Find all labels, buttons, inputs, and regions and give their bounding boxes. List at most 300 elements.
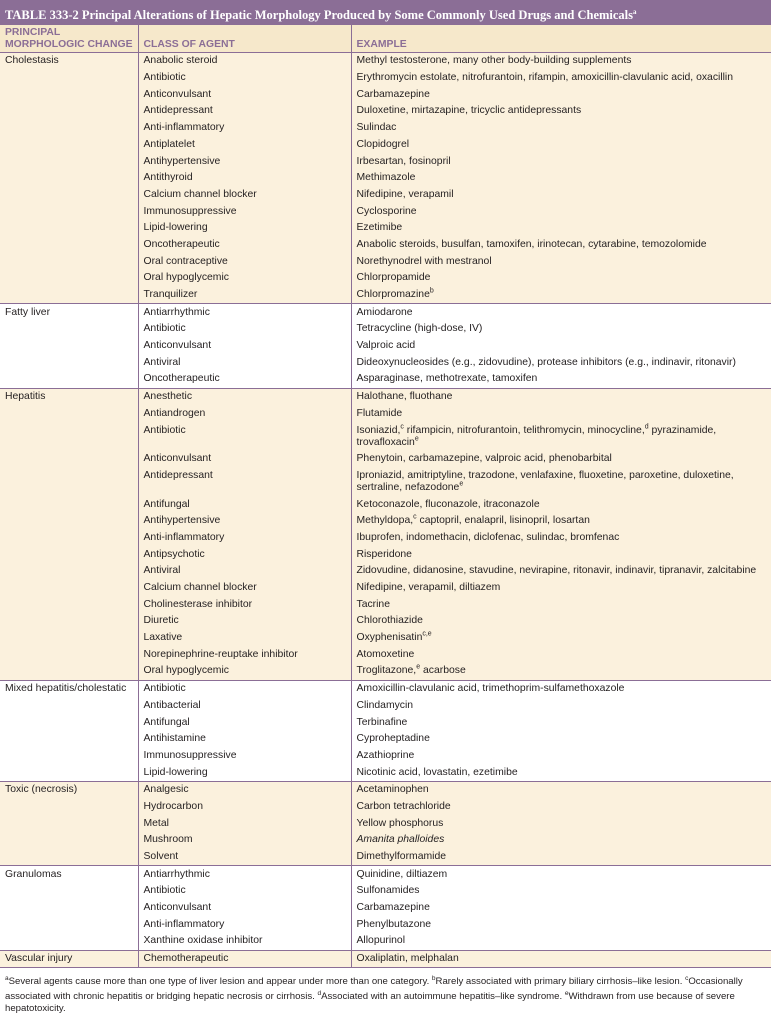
example-cell bbox=[351, 53, 771, 70]
table-group bbox=[0, 388, 771, 680]
class-of-agent-cell: Anabolic steroid bbox=[138, 53, 351, 70]
class-of-agent-cell: Antiarrhythmic bbox=[138, 866, 351, 883]
morphologic-change-cell bbox=[0, 136, 138, 153]
table-row bbox=[0, 933, 771, 950]
morphologic-change-cell bbox=[0, 950, 138, 968]
example-text: Amiodarone bbox=[356, 306, 413, 318]
example-text: Iproniazid, amitriptyline, trazodone, venlafaxine, fluoxetine, paroxetine, duloxetine, sertraline, nefazodone bbox=[356, 469, 734, 493]
example-text: Acetaminophen bbox=[356, 784, 429, 796]
example-cell bbox=[351, 203, 771, 220]
footnote-text: Associated with an autoimmune hepatitis–like syndrome. bbox=[321, 991, 565, 1003]
footnotes bbox=[0, 968, 771, 1014]
example-text: Anabolic steroids, busulfan, tamoxifen, irinotecan, cytarabine, temozolomide bbox=[356, 238, 707, 250]
footnote-mark: c bbox=[685, 975, 689, 983]
example-text: Nicotinic acid, lovastatin, ezetimibe bbox=[356, 766, 518, 778]
morphologic-change-cell bbox=[0, 371, 138, 388]
class-of-agent-cell: Antiarrhythmic bbox=[138, 304, 351, 321]
example-cell bbox=[351, 304, 771, 321]
class-of-agent-cell: Cholinesterase inhibitor bbox=[138, 596, 351, 613]
example-text: Oxyphenisatin bbox=[356, 632, 423, 644]
table-row bbox=[0, 883, 771, 900]
example-cell bbox=[351, 270, 771, 287]
example-text: Sulfonamides bbox=[356, 885, 420, 897]
table-group bbox=[0, 53, 771, 304]
class-of-agent-cell: Anticonvulsant bbox=[138, 86, 351, 103]
table-row bbox=[0, 253, 771, 270]
drug-hepatic-morphology-table bbox=[0, 25, 771, 968]
example-text: Methimazole bbox=[356, 172, 416, 184]
class-of-agent-cell: Antibiotic bbox=[138, 422, 351, 451]
example-text: Phenytoin, carbamazepine, valproic acid, phenobarbital bbox=[356, 453, 612, 465]
morphologic-change-cell bbox=[0, 304, 138, 321]
table-row bbox=[0, 781, 771, 798]
example-text: pyrazinamide, trovafloxacin bbox=[356, 424, 717, 448]
class-of-agent-cell: Calcium channel blocker bbox=[138, 580, 351, 597]
example-text: Phenylbutazone bbox=[356, 918, 432, 930]
morphologic-change-cell bbox=[0, 253, 138, 270]
example-text: Irbesartan, fosinopril bbox=[356, 155, 451, 167]
morphologic-change-cell bbox=[0, 563, 138, 580]
example-cell bbox=[351, 103, 771, 120]
table-row bbox=[0, 680, 771, 697]
morphologic-change-cell bbox=[0, 646, 138, 663]
example-cell bbox=[351, 731, 771, 748]
table-row bbox=[0, 613, 771, 630]
example-text: Halothane, fluothane bbox=[356, 391, 453, 403]
class-of-agent-cell: Antihypertensive bbox=[138, 153, 351, 170]
example-cell bbox=[351, 764, 771, 781]
example-text: Dideoxynucleosides (e.g., zidovudine), protease inhibitors (e.g., indinavir, ritonavir) bbox=[356, 356, 736, 368]
example-text: Allopurinol bbox=[356, 935, 406, 947]
table-row bbox=[0, 187, 771, 204]
table-row bbox=[0, 371, 771, 388]
example-cell bbox=[351, 237, 771, 254]
morphologic-change-cell bbox=[0, 187, 138, 204]
example-cell bbox=[351, 680, 771, 697]
class-of-agent-cell: Anticonvulsant bbox=[138, 338, 351, 355]
class-of-agent-cell: Immunosuppressive bbox=[138, 748, 351, 765]
table-row bbox=[0, 530, 771, 547]
table-group bbox=[0, 781, 771, 865]
class-of-agent-cell: Norepinephrine-reuptake inhibitor bbox=[138, 646, 351, 663]
class-of-agent-cell: Oncotherapeutic bbox=[138, 237, 351, 254]
morphologic-change-cell bbox=[0, 170, 138, 187]
table-row bbox=[0, 338, 771, 355]
class-of-agent-cell: Antihistamine bbox=[138, 731, 351, 748]
example-cell bbox=[351, 916, 771, 933]
morphologic-change-cell bbox=[0, 580, 138, 597]
example-text: Azathioprine bbox=[356, 749, 415, 761]
example-text: Asparaginase, methotrexate, tamoxifen bbox=[356, 373, 538, 385]
example-cell bbox=[351, 187, 771, 204]
class-of-agent-cell: Anti-inflammatory bbox=[138, 916, 351, 933]
footnote-mark: c bbox=[400, 423, 404, 431]
table-row bbox=[0, 748, 771, 765]
example-cell bbox=[351, 530, 771, 547]
morphologic-change-cell bbox=[0, 270, 138, 287]
class-of-agent-cell: Anticonvulsant bbox=[138, 900, 351, 917]
table-row bbox=[0, 170, 771, 187]
table-row bbox=[0, 799, 771, 816]
class-of-agent-cell: Antiviral bbox=[138, 563, 351, 580]
morphologic-change-cell bbox=[0, 120, 138, 137]
morphologic-change-cell bbox=[0, 748, 138, 765]
class-of-agent-cell: Xanthine oxidase inhibitor bbox=[138, 933, 351, 950]
morphologic-change-cell bbox=[0, 866, 138, 883]
example-text: Chlorpropamide bbox=[356, 272, 431, 284]
class-of-agent-cell: Lipid-lowering bbox=[138, 220, 351, 237]
example-cell bbox=[351, 468, 771, 497]
table-row bbox=[0, 596, 771, 613]
morphologic-change-cell bbox=[0, 781, 138, 798]
footnote-mark: b bbox=[431, 975, 436, 983]
example-cell bbox=[351, 338, 771, 355]
example-cell bbox=[351, 815, 771, 832]
table-row bbox=[0, 287, 771, 304]
morphologic-change-cell bbox=[0, 714, 138, 731]
table-title: TABLE 333-2 Principal Alterations of Hepatic Morphology Produced by Some Commonly Used Drugs and Chemicals bbox=[5, 8, 634, 23]
morphologic-change-cell bbox=[0, 663, 138, 680]
example-text: Sulindac bbox=[356, 122, 397, 134]
class-of-agent-cell: Antidepressant bbox=[138, 103, 351, 120]
morphologic-change-cell bbox=[0, 405, 138, 422]
table-row bbox=[0, 53, 771, 70]
footnote-mark: d bbox=[317, 990, 322, 998]
table-row bbox=[0, 203, 771, 220]
table-row bbox=[0, 663, 771, 680]
table-group bbox=[0, 866, 771, 950]
class-of-agent-cell: Mushroom bbox=[138, 832, 351, 849]
example-text: Clindamycin bbox=[356, 699, 414, 711]
table-header bbox=[0, 25, 771, 53]
example-cell bbox=[351, 714, 771, 731]
table-row bbox=[0, 866, 771, 883]
table-row bbox=[0, 405, 771, 422]
class-of-agent-cell: Anti-inflammatory bbox=[138, 120, 351, 137]
footnote-mark: e bbox=[416, 663, 421, 671]
example-cell bbox=[351, 496, 771, 513]
table-row bbox=[0, 422, 771, 451]
example-text: Chlorpromazine bbox=[356, 289, 430, 301]
example-text: Valproic acid bbox=[356, 340, 416, 352]
morphologic-change-cell bbox=[0, 321, 138, 338]
example-text: Amanita phalloides bbox=[356, 834, 445, 846]
table-row bbox=[0, 646, 771, 663]
table-row bbox=[0, 70, 771, 87]
morphologic-change-label: Cholestasis bbox=[5, 55, 59, 67]
class-of-agent-cell: Antifungal bbox=[138, 714, 351, 731]
class-of-agent-cell: Antiplatelet bbox=[138, 136, 351, 153]
morphologic-change-cell bbox=[0, 530, 138, 547]
table-row bbox=[0, 120, 771, 137]
class-of-agent-cell: Anesthetic bbox=[138, 388, 351, 405]
class-of-agent-cell: Antibacterial bbox=[138, 697, 351, 714]
class-of-agent-cell: Chemotherapeutic bbox=[138, 950, 351, 968]
table-row bbox=[0, 580, 771, 597]
example-cell bbox=[351, 613, 771, 630]
example-cell bbox=[351, 120, 771, 137]
example-text: Chlorothiazide bbox=[356, 615, 423, 627]
class-of-agent-cell: Metal bbox=[138, 815, 351, 832]
table-row bbox=[0, 714, 771, 731]
table-row bbox=[0, 849, 771, 866]
morphologic-change-cell bbox=[0, 764, 138, 781]
example-cell bbox=[351, 781, 771, 798]
example-text: Oxaliplatin, melphalan bbox=[356, 953, 459, 965]
example-text: Isoniazid, bbox=[356, 424, 401, 436]
example-cell bbox=[351, 646, 771, 663]
class-of-agent-cell: Antifungal bbox=[138, 496, 351, 513]
table-row bbox=[0, 304, 771, 321]
example-text: Flutamide bbox=[356, 407, 403, 419]
morphologic-change-cell bbox=[0, 900, 138, 917]
example-cell bbox=[351, 220, 771, 237]
class-of-agent-cell: Antiviral bbox=[138, 354, 351, 371]
example-cell bbox=[351, 321, 771, 338]
morphologic-change-label: Hepatitis bbox=[5, 391, 46, 403]
example-text: Amoxicillin-clavulanic acid, trimethoprim-sulfamethoxazole bbox=[356, 683, 625, 695]
example-text: Nifedipine, verapamil, diltiazem bbox=[356, 582, 501, 594]
example-cell bbox=[351, 799, 771, 816]
table-row bbox=[0, 468, 771, 497]
table-title-footnote-mark: a bbox=[633, 8, 637, 16]
table-row bbox=[0, 900, 771, 917]
example-cell bbox=[351, 546, 771, 563]
morphologic-change-label: Mixed hepatitis/cholestatic bbox=[5, 683, 127, 695]
example-cell bbox=[351, 388, 771, 405]
example-text: Cyclosporine bbox=[356, 205, 417, 217]
example-text: Tetracycline (high-dose, IV) bbox=[356, 323, 483, 335]
morphologic-change-cell bbox=[0, 53, 138, 70]
table-row bbox=[0, 270, 771, 287]
example-text: Methyl testosterone, many other body-building supplements bbox=[356, 55, 632, 67]
morphologic-change-label: Vascular injury bbox=[5, 953, 73, 965]
table-title-bar bbox=[0, 0, 771, 25]
example-text: Carbamazepine bbox=[356, 902, 430, 914]
example-text: Carbon tetrachloride bbox=[356, 800, 451, 812]
header-change-line1: PRINCIPAL bbox=[5, 27, 61, 38]
class-of-agent-cell: Tranquilizer bbox=[138, 287, 351, 304]
class-of-agent-cell: Calcium channel blocker bbox=[138, 187, 351, 204]
morphologic-change-cell bbox=[0, 468, 138, 497]
example-cell bbox=[351, 849, 771, 866]
table-row bbox=[0, 630, 771, 647]
footnote-text: Rarely associated with primary biliary cirrhosis–like lesion. bbox=[435, 976, 686, 988]
morphologic-change-cell bbox=[0, 237, 138, 254]
morphologic-change-cell bbox=[0, 103, 138, 120]
example-cell bbox=[351, 153, 771, 170]
morphologic-change-label: Granulomas bbox=[5, 868, 62, 880]
footnote-mark: e bbox=[459, 480, 464, 488]
example-text: Yellow phosphorus bbox=[356, 817, 444, 829]
morphologic-change-cell bbox=[0, 338, 138, 355]
class-of-agent-cell: Antibiotic bbox=[138, 883, 351, 900]
example-cell bbox=[351, 170, 771, 187]
morphologic-change-cell bbox=[0, 422, 138, 451]
morphologic-change-cell bbox=[0, 354, 138, 371]
morphologic-change-cell bbox=[0, 220, 138, 237]
class-of-agent-cell: Immunosuppressive bbox=[138, 203, 351, 220]
header-example: EXAMPLE bbox=[351, 25, 771, 53]
example-cell bbox=[351, 287, 771, 304]
example-cell bbox=[351, 697, 771, 714]
table-row bbox=[0, 388, 771, 405]
class-of-agent-cell: Antithyroid bbox=[138, 170, 351, 187]
example-cell bbox=[351, 563, 771, 580]
example-text: Duloxetine, mirtazapine, tricyclic antidepressants bbox=[356, 105, 582, 117]
example-cell bbox=[351, 513, 771, 530]
example-text: Nifedipine, verapamil bbox=[356, 188, 454, 200]
example-cell bbox=[351, 451, 771, 468]
example-cell bbox=[351, 950, 771, 968]
example-cell bbox=[351, 663, 771, 680]
footnote-mark: b bbox=[429, 287, 434, 295]
example-text: Ketoconazole, fluconazole, itraconazole bbox=[356, 498, 540, 510]
example-cell bbox=[351, 748, 771, 765]
example-text: Quinidine, diltiazem bbox=[356, 868, 448, 880]
example-cell bbox=[351, 866, 771, 883]
morphologic-change-cell bbox=[0, 388, 138, 405]
class-of-agent-cell: Antipsychotic bbox=[138, 546, 351, 563]
class-of-agent-cell: Solvent bbox=[138, 849, 351, 866]
class-of-agent-cell: Oral hypoglycemic bbox=[138, 663, 351, 680]
example-text: Erythromycin estolate, nitrofurantoin, rifampin, amoxicillin-clavulanic acid, oxacillin bbox=[356, 72, 734, 84]
example-text: Troglitazone, bbox=[356, 665, 417, 677]
example-text: Dimethylformamide bbox=[356, 851, 446, 863]
footnote-mark: c bbox=[413, 513, 417, 521]
footnote-mark: a bbox=[5, 975, 9, 983]
table-row bbox=[0, 220, 771, 237]
example-cell bbox=[351, 405, 771, 422]
morphologic-change-cell bbox=[0, 287, 138, 304]
morphologic-change-cell bbox=[0, 933, 138, 950]
header-row bbox=[0, 25, 771, 53]
class-of-agent-cell: Antihypertensive bbox=[138, 513, 351, 530]
morphologic-change-cell bbox=[0, 849, 138, 866]
class-of-agent-cell: Oncotherapeutic bbox=[138, 371, 351, 388]
example-text: Cyproheptadine bbox=[356, 733, 430, 745]
morphologic-change-cell bbox=[0, 883, 138, 900]
header-change-line2: MORPHOLOGIC CHANGE bbox=[5, 39, 133, 50]
example-text: Zidovudine, didanosine, stavudine, nevirapine, ritonavir, indinavir, tipranavir, zalcitabine bbox=[356, 565, 757, 577]
example-cell bbox=[351, 422, 771, 451]
table-row bbox=[0, 563, 771, 580]
example-cell bbox=[351, 933, 771, 950]
table-row bbox=[0, 354, 771, 371]
class-of-agent-cell: Oral hypoglycemic bbox=[138, 270, 351, 287]
morphologic-change-label: Fatty liver bbox=[5, 306, 51, 318]
example-cell bbox=[351, 354, 771, 371]
table-group bbox=[0, 950, 771, 968]
table-row bbox=[0, 136, 771, 153]
example-text: Carbamazepine bbox=[356, 88, 430, 100]
class-of-agent-cell: Anticonvulsant bbox=[138, 451, 351, 468]
table-row bbox=[0, 513, 771, 530]
class-of-agent-cell: Oral contraceptive bbox=[138, 253, 351, 270]
example-cell bbox=[351, 371, 771, 388]
table-row bbox=[0, 321, 771, 338]
table-row bbox=[0, 546, 771, 563]
footnote-text: Withdrawn from use because of severe hepatotoxicity. bbox=[5, 991, 735, 1014]
class-of-agent-cell: Anti-inflammatory bbox=[138, 530, 351, 547]
class-of-agent-cell: Diuretic bbox=[138, 613, 351, 630]
example-cell bbox=[351, 86, 771, 103]
class-of-agent-cell: Analgesic bbox=[138, 781, 351, 798]
example-text: captopril, enalapril, lisinopril, losartan bbox=[416, 515, 590, 527]
footnote-mark: d bbox=[644, 423, 649, 431]
class-of-agent-cell: Antidepressant bbox=[138, 468, 351, 497]
example-cell bbox=[351, 253, 771, 270]
class-of-agent-cell: Laxative bbox=[138, 630, 351, 647]
morphologic-change-cell bbox=[0, 86, 138, 103]
example-cell bbox=[351, 883, 771, 900]
example-cell bbox=[351, 900, 771, 917]
morphologic-change-cell bbox=[0, 203, 138, 220]
table-row bbox=[0, 815, 771, 832]
morphologic-change-cell bbox=[0, 731, 138, 748]
example-text: Norethynodrel with mestranol bbox=[356, 255, 492, 267]
table-row bbox=[0, 697, 771, 714]
footnote-text: Several agents cause more than one type of liver lesion and appear under more than one category. bbox=[8, 976, 432, 988]
table-group bbox=[0, 680, 771, 781]
table-row bbox=[0, 764, 771, 781]
class-of-agent-cell: Antibiotic bbox=[138, 321, 351, 338]
table-row bbox=[0, 86, 771, 103]
morphologic-change-cell bbox=[0, 496, 138, 513]
example-text: Clopidogrel bbox=[356, 138, 410, 150]
example-text: Ibuprofen, indomethacin, diclofenac, sulindac, bromfenac bbox=[356, 531, 620, 543]
table-row bbox=[0, 731, 771, 748]
example-cell bbox=[351, 136, 771, 153]
table-row bbox=[0, 950, 771, 968]
table-row bbox=[0, 832, 771, 849]
footnote-mark: e bbox=[414, 435, 419, 443]
class-of-agent-cell: Lipid-lowering bbox=[138, 764, 351, 781]
example-cell bbox=[351, 580, 771, 597]
example-text: Risperidone bbox=[356, 548, 412, 560]
class-of-agent-cell: Antiandrogen bbox=[138, 405, 351, 422]
table-row bbox=[0, 153, 771, 170]
morphologic-change-cell bbox=[0, 832, 138, 849]
morphologic-change-cell bbox=[0, 513, 138, 530]
morphologic-change-cell bbox=[0, 799, 138, 816]
morphologic-change-cell bbox=[0, 546, 138, 563]
morphologic-change-cell bbox=[0, 630, 138, 647]
table-row bbox=[0, 451, 771, 468]
header-morphologic-change bbox=[0, 25, 138, 53]
morphologic-change-label: Toxic (necrosis) bbox=[5, 784, 78, 796]
header-class-of-agent: CLASS OF AGENT bbox=[138, 25, 351, 53]
footnote-mark: e bbox=[564, 990, 569, 998]
example-cell bbox=[351, 70, 771, 87]
class-of-agent-cell: Hydrocarbon bbox=[138, 799, 351, 816]
morphologic-change-cell bbox=[0, 613, 138, 630]
example-text: Ezetimibe bbox=[356, 222, 403, 234]
table-row bbox=[0, 103, 771, 120]
example-text: acarbose bbox=[420, 665, 466, 677]
morphologic-change-cell bbox=[0, 815, 138, 832]
example-text: Terbinafine bbox=[356, 716, 408, 728]
table-group bbox=[0, 304, 771, 388]
morphologic-change-cell bbox=[0, 70, 138, 87]
footnote-text: Occasionally associated with chronic hepatitis or bridging hepatic necrosis or cirrhosis. bbox=[5, 976, 743, 1003]
example-cell bbox=[351, 832, 771, 849]
morphologic-change-cell bbox=[0, 697, 138, 714]
class-of-agent-cell: Antibiotic bbox=[138, 70, 351, 87]
table-row bbox=[0, 237, 771, 254]
footnote-mark: c,e bbox=[422, 630, 432, 638]
morphologic-change-cell bbox=[0, 596, 138, 613]
